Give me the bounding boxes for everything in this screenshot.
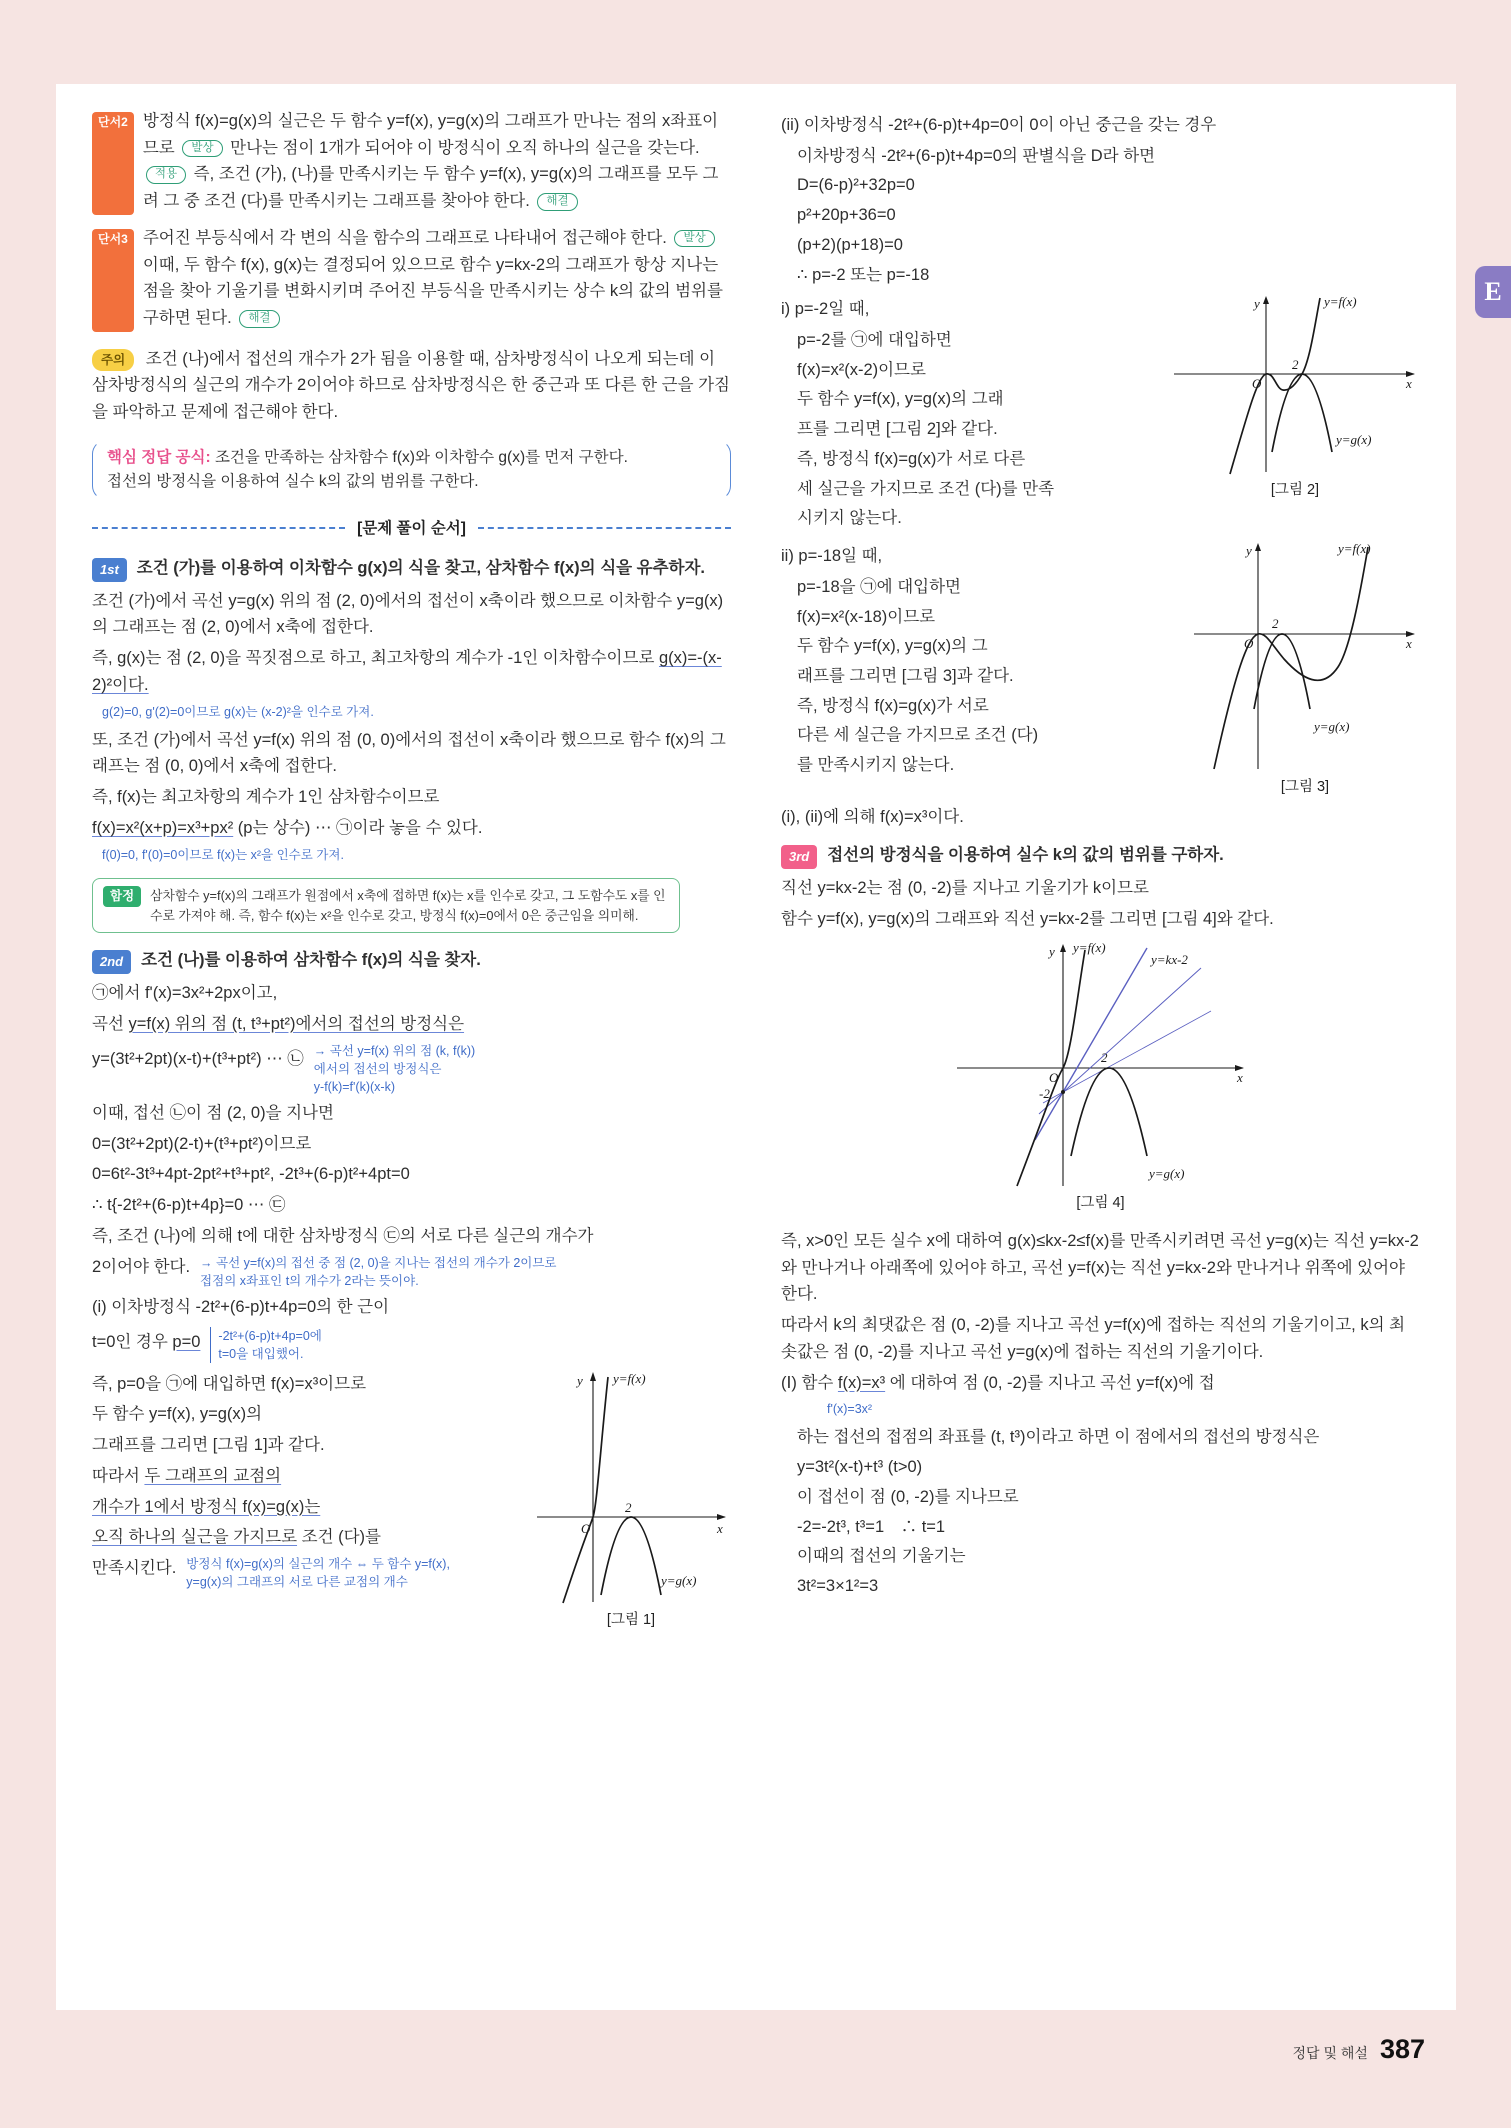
fig3-f-label: y=f(x) bbox=[1338, 541, 1371, 557]
sub-i-line6: 세 실근을 가지므로 조건 (다)를 만족 bbox=[797, 479, 1055, 498]
fig3-y-label: y bbox=[1246, 543, 1252, 559]
fig1-x-arrow bbox=[717, 1514, 726, 1520]
para-q1: ㉠에서 f'(x)=3x²+2px이고, bbox=[92, 984, 278, 1003]
para-q6: 0=6t²-3t³+4pt-2pt²+t³+pt², -2t³+(6-p)t²+4pt=0 bbox=[92, 1165, 410, 1184]
eq-discriminant: D=(6-p)²+32p=0 bbox=[797, 176, 915, 195]
para-q7: ∴ t{-2t²+(6-p)t+4p}=0 ⋯ ㉢ bbox=[92, 1196, 286, 1215]
clue2-text-1: 방정식 f(x)=g(x)의 실근은 두 함수 y=f(x), y=g(x)의 그래프가 만나는 점의 x좌표이므로 bbox=[142, 112, 719, 157]
fig1-g-curve bbox=[601, 1517, 661, 1595]
root-count-row bbox=[92, 1254, 731, 1290]
figure4-section bbox=[781, 940, 1420, 1215]
fig2-two-label: 2 bbox=[1292, 357, 1299, 373]
fig1-f-curve bbox=[563, 1377, 608, 1603]
fig4-x-label: x bbox=[1236, 1070, 1243, 1086]
caution-block bbox=[92, 346, 731, 426]
sub-i-line3: 두 함수 y=f(x), y=g(x)의 그래 bbox=[797, 390, 1004, 409]
content-sheet bbox=[56, 84, 1456, 2010]
fig4-g-label: y=g(x) bbox=[1148, 1166, 1184, 1182]
figure-1-graph bbox=[531, 1367, 731, 1607]
eq-factored: (p+2)(p+18)=0 bbox=[797, 235, 903, 254]
section-tab-letter: E bbox=[1484, 277, 1502, 306]
clue2-text-3: 즉, 조건 (가), (나)를 만족시키는 두 함수 y=f(x), y=g(x)의 그래프를 모두 그려 그 중 조건 (다)를 만족시키는 그래프를 찾아야 한다. bbox=[142, 165, 719, 211]
step2-heading bbox=[92, 947, 731, 974]
fig1-x-label: x bbox=[717, 1520, 723, 1536]
section-tab bbox=[1475, 266, 1511, 318]
figure-2-caption: [그림 2] bbox=[1270, 482, 1320, 499]
para-p1: 조건 (가)에서 곡선 y=g(x) 위의 점 (2, 0)에서의 접선이 x축이라 했으므로 이차함수 y=g(x)의 그래프는 점 (2, 0)에서 x축에 접한다. bbox=[92, 591, 724, 637]
fig4-y-arrow bbox=[1060, 944, 1066, 952]
para-r7: 만족시킨다. bbox=[92, 1559, 177, 1578]
fig1-origin-label: O bbox=[581, 1520, 591, 1536]
page-footer bbox=[1293, 2034, 1425, 2065]
clue3-text-1: 주어진 부등식에서 각 변의 식을 함수의 그래프로 나타내어 접근해야 한다. bbox=[142, 228, 667, 247]
step3-badge: 3rd bbox=[781, 845, 817, 869]
sub-ii-line7: 를 만족시키지 않는다. bbox=[797, 756, 955, 775]
annotation-tangent-count-1: → 곡선 y=f(x)의 접선 중 점 (2, 0)을 지나는 접선의 개수가 2이므로 bbox=[200, 1255, 557, 1270]
fig1-g-label: y=g(x) bbox=[661, 1572, 697, 1588]
para-w2: 하는 접선의 접점의 좌표를 (t, t³)이라고 하면 이 점에서의 접선의 방정식은 bbox=[797, 1428, 1320, 1447]
eq-quadratic: p²+20p+36=0 bbox=[797, 206, 896, 225]
fig4-point-0-neg2 bbox=[1061, 1090, 1065, 1094]
fig1-two-label: 2 bbox=[625, 1499, 632, 1515]
figure2-section bbox=[781, 292, 1420, 535]
para-p2-text: 즉, g(x)는 점 (2, 0)을 꼭짓점으로 하고, 최고차항의 계수가 -1인 이차함수이므로 bbox=[92, 649, 655, 668]
case-i-row bbox=[92, 1325, 731, 1363]
case-i-result: p=0 bbox=[172, 1332, 201, 1351]
para-w4: 이 접선이 점 (0, -2)를 지나므로 bbox=[797, 1487, 1019, 1506]
figure3-side-text bbox=[781, 539, 1180, 782]
figure1-section bbox=[92, 1367, 731, 1632]
case-ii-line2: 이차방정식 -2t²+(6-p)t+4p=0의 판별식을 D라 하면 bbox=[797, 146, 1156, 165]
tangent-eq-row bbox=[92, 1042, 731, 1096]
para-w6: 이때의 접선의 기울기는 bbox=[797, 1547, 966, 1566]
case-I-formula: f(x)=x³ bbox=[837, 1373, 886, 1392]
clue2-block bbox=[92, 108, 731, 215]
fig4-y-label: y bbox=[1048, 944, 1055, 960]
key-formula-line-1: 조건을 만족하는 삼차함수 f(x)와 이차함수 g(x)를 먼저 구한다. bbox=[214, 448, 628, 466]
sub-i-head: i) p=-2일 때, bbox=[781, 300, 870, 319]
case-I-pre: (Ⅰ) 함수 bbox=[781, 1373, 834, 1392]
annotation-tangent-formula bbox=[314, 1042, 475, 1096]
sub-i-line2: f(x)=x²(x-2)이므로 bbox=[797, 360, 926, 379]
para-r6-underlined: 오직 하나의 실근을 가지므로 bbox=[92, 1528, 298, 1547]
f-formula: f(x)=x²(x+p)=x³+px² bbox=[92, 818, 234, 837]
fig4-two-label: 2 bbox=[1100, 1050, 1107, 1066]
sub-ii-line1: p=-18을 ㉠에 대입하면 bbox=[797, 577, 961, 596]
case-i-cond: t=0인 경우 bbox=[92, 1332, 168, 1351]
sub-i-line4: 프를 그리면 [그림 2]와 같다. bbox=[797, 420, 998, 439]
figure-1 bbox=[531, 1367, 731, 1632]
fig1-f-label: y=f(x) bbox=[613, 1370, 646, 1386]
eq-tangent: y=3t²(x-t)+t³ (t>0) bbox=[797, 1458, 923, 1477]
para-q2-underlined: y=f(x) 위의 점 (t, t³+pt²)에서의 접선의 방정식은 bbox=[128, 1014, 465, 1033]
apply-pill: 적용 bbox=[146, 166, 186, 184]
case-I-line1 bbox=[781, 1370, 1420, 1397]
fig2-x-label: x bbox=[1406, 376, 1412, 392]
annotation-substitute-1: -2t²+(6-p)t+4p=0에 bbox=[218, 1328, 322, 1343]
fig2-y-label: y bbox=[1254, 296, 1260, 312]
fig2-y-arrow bbox=[1263, 296, 1269, 304]
trap-badge: 함정 bbox=[103, 886, 141, 907]
para-p2 bbox=[92, 645, 731, 698]
eq-slope: 3t²=3×1²=3 bbox=[797, 1576, 879, 1595]
clue3-badge: 단서3 bbox=[92, 229, 134, 332]
fig4-line-label: y=kx-2 bbox=[1150, 952, 1188, 968]
case-i-line1: (i) 이차방정식 -2t²+(6-p)t+4p=0의 한 근이 bbox=[92, 1297, 390, 1316]
figure-3-graph bbox=[1190, 539, 1420, 774]
para-q3: y=(3t²+2pt)(x-t)+(t³+pt²) ⋯ ㉡ bbox=[92, 1049, 304, 1068]
fig2-origin-label: O bbox=[1252, 376, 1262, 392]
fig4-origin-label: O bbox=[1048, 1070, 1058, 1086]
para-v2: 따라서 k의 최댓값은 점 (0, -2)를 지나고 곡선 y=f(x)에 접하는 직선의 기울기이고, k의 최솟값은 점 (0, -2)를 지나고 곡선 y=g(x)에 접하는 직선의 기울기이다. bbox=[781, 1316, 1406, 1361]
step2-title: 조건 (나)를 이용하여 삼차함수 f(x)의 식을 찾자. bbox=[141, 951, 481, 970]
para-q4: 이때, 접선 ㉡이 점 (2, 0)을 지나면 bbox=[92, 1103, 334, 1122]
key-formula-box bbox=[92, 440, 731, 500]
clue2-badge: 단서2 bbox=[92, 112, 134, 215]
annotation-intersection-1: 방정식 f(x)=g(x)의 실근의 개수 ⇔ 두 함수 y=f(x), bbox=[186, 1557, 450, 1572]
solve-order-label: [문제 풀이 순서] bbox=[357, 519, 466, 537]
annotation-tangent-line-3: y-f(k)=f'(k)(x-k) bbox=[313, 1079, 395, 1094]
figure2-side-text bbox=[781, 292, 1160, 535]
para-r3: 그래프를 그리면 [그림 1]과 같다. bbox=[92, 1436, 325, 1455]
para-p4: 즉, f(x)는 최고차항의 계수가 1인 삼차함수이므로 bbox=[92, 788, 440, 807]
para-u2: 함수 y=f(x), y=g(x)의 그래프와 직선 y=kx-2를 그리면 [그림 4]와 같다. bbox=[781, 909, 1274, 928]
sub-i-line7: 시키지 않는다. bbox=[797, 509, 902, 528]
para-r4-pre: 따라서 bbox=[92, 1466, 140, 1485]
key-formula-line-2: 접선의 방정식을 이용하여 실수 k의 값의 범위를 구한다. bbox=[107, 472, 479, 490]
sub-i-line5: 즉, 방정식 f(x)=g(x)가 서로 다른 bbox=[797, 449, 1026, 468]
key-formula-title: 핵심 정답 공식: bbox=[107, 448, 211, 466]
annotation-intersection bbox=[186, 1555, 450, 1591]
fig3-g-label: y=g(x) bbox=[1314, 719, 1350, 735]
case-I-post: 에 대하여 점 (0, -2)를 지나고 곡선 y=f(x)에 접 bbox=[889, 1373, 1215, 1392]
page-number: 387 bbox=[1379, 2034, 1425, 2064]
step1-title: 조건 (가)를 이용하여 이차함수 g(x)의 식을 찾고, 삼차함수 f(x)의 식을 유추하자. bbox=[136, 559, 705, 578]
eq-p-values: ∴ p=-2 또는 p=-18 bbox=[797, 265, 930, 284]
para-p5 bbox=[92, 815, 731, 842]
para-r6 bbox=[92, 1524, 521, 1551]
figure-2 bbox=[1170, 292, 1420, 502]
step3-heading bbox=[781, 842, 1420, 869]
fig3-g-curve bbox=[1254, 634, 1310, 709]
figure-3-caption: [그림 3] bbox=[1280, 779, 1330, 796]
step3-title: 접선의 방정식을 이용하여 실수 k의 값의 범위를 구하자. bbox=[827, 846, 1224, 865]
fig3-f-curve bbox=[1214, 547, 1368, 769]
eq-t-value: -2=-2t³, t³=1 ∴ t=1 bbox=[797, 1517, 946, 1536]
step1-heading bbox=[92, 555, 731, 582]
solve-pill: 해결 bbox=[537, 193, 577, 211]
case-ii-line1: (ii) 이차방정식 -2t²+(6-p)t+4p=0이 0이 아닌 중근을 갖는 경우 bbox=[781, 116, 1217, 134]
annotation-f-factor: f(0)=0, f'(0)=0이므로 f(x)는 x²을 인수로 가져. bbox=[102, 847, 344, 862]
idea-pill-2: 발상 bbox=[674, 230, 714, 248]
para-r4-underlined: 두 그래프의 교점의 bbox=[144, 1466, 282, 1485]
figure-2-graph bbox=[1170, 292, 1420, 477]
para-p3: 또, 조건 (가)에서 곡선 y=f(x) 위의 점 (0, 0)에서의 접선이 x축이라 했으므로 함수 f(x)의 그래프는 점 (0, 0)에서 x축에 접한다. bbox=[92, 730, 726, 776]
fig3-origin-label: O bbox=[1244, 636, 1254, 652]
para-r6-post: 조건 (다)를 bbox=[301, 1528, 381, 1547]
figure1-side-text bbox=[92, 1367, 521, 1592]
sub-ii-line5: 즉, 방정식 f(x)=g(x)가 서로 bbox=[797, 696, 989, 715]
para-u1: 직선 y=kx-2는 점 (0, -2)를 지나고 기울기가 k이므로 bbox=[781, 878, 1149, 897]
annotation-substitute bbox=[210, 1327, 321, 1363]
sub-ii-line3: 두 함수 y=f(x), y=g(x)의 그 bbox=[797, 637, 988, 656]
para-q2-pre: 곡선 bbox=[92, 1014, 124, 1033]
fig2-g-curve bbox=[1272, 374, 1332, 452]
para-q8-line2: 2이어야 한다. bbox=[92, 1257, 191, 1276]
figure-4-graph bbox=[951, 940, 1251, 1190]
annotation-derivative: f'(x)=3x² bbox=[827, 1402, 873, 1417]
figure-4-caption: [그림 4] bbox=[1076, 1195, 1125, 1212]
sub-ii-line6: 다른 세 실근을 가지므로 조건 (다) bbox=[797, 726, 1039, 745]
trap-box bbox=[92, 878, 680, 934]
figure-1-caption: [그림 1] bbox=[606, 1611, 656, 1628]
sub-i-line1: p=-2를 ㉠에 대입하면 bbox=[797, 331, 952, 350]
fig3-y-arrow bbox=[1255, 543, 1261, 551]
solve-order-divider bbox=[92, 516, 731, 541]
left-column bbox=[92, 108, 731, 1632]
para-r1: 즉, p=0을 ㉠에 대입하면 f(x)=x³이므로 bbox=[92, 1374, 367, 1393]
fig2-f-label: y=f(x) bbox=[1324, 294, 1357, 310]
annotation-tangent-line-2: 에서의 접선의 방정식은 bbox=[313, 1061, 442, 1076]
step1-badge: 1st bbox=[92, 558, 127, 582]
idea-pill: 발상 bbox=[182, 140, 222, 158]
clue3-block bbox=[92, 225, 731, 332]
footer-label: 정답 및 해설 bbox=[1292, 2045, 1368, 2061]
clue2-text-2: 만나는 점이 1개가 되어야 이 방정식이 오직 하나의 실근을 갖는다. bbox=[230, 138, 700, 157]
fig4-f-label: y=f(x) bbox=[1072, 940, 1106, 956]
annotation-substitute-2: t=0을 대입했어. bbox=[218, 1346, 304, 1361]
sub-ii-line2: f(x)=x²(x-18)이므로 bbox=[797, 607, 936, 626]
annotation-intersection-2: y=g(x)의 그래프의 서로 다른 교점의 개수 bbox=[186, 1575, 408, 1590]
figure-3 bbox=[1190, 539, 1420, 799]
para-q5: 0=(3t²+2pt)(2-t)+(t³+pt²)이므로 bbox=[92, 1134, 312, 1153]
para-q2 bbox=[92, 1011, 731, 1038]
fig1-y-arrow bbox=[590, 1372, 596, 1381]
annotation-tangent-count bbox=[200, 1254, 556, 1290]
conclusion-f: (i), (ii)에 의해 f(x)=x³이다. bbox=[781, 807, 964, 826]
sub-ii-line4: 래프를 그리면 [그림 3]과 같다. bbox=[797, 666, 1014, 685]
figure3-section bbox=[781, 539, 1420, 799]
figure-4 bbox=[951, 940, 1251, 1215]
annotation-tangent-line-1: → 곡선 y=f(x) 위의 점 (k, f(k)) bbox=[313, 1043, 476, 1058]
fig2-g-label: y=g(x) bbox=[1336, 432, 1372, 448]
fig4-k-line bbox=[1035, 948, 1147, 1140]
fig3-x-label: x bbox=[1406, 636, 1412, 652]
para-r4 bbox=[92, 1463, 521, 1490]
g-formula: g(x)=-(x-2)²이다. bbox=[92, 649, 722, 694]
fig1-y-label: y bbox=[577, 1372, 583, 1388]
fig2-f-curve bbox=[1230, 298, 1320, 474]
para-v1: 즉, x>0인 모든 실수 x에 대하여 g(x)≤kx-2≤f(x)를 만족시키려면 곡선 y=g(x)는 직선 y=kx-2와 만나거나 아래쪽에 있어야 하고, 곡선 y=f(x)는 직선 y=kx-2와 만나거나 위쪽에 있어야 한다. bbox=[781, 1231, 1419, 1304]
fig4-neg2-label: -2 bbox=[1038, 1086, 1050, 1102]
para-p5-text: (p는 상수) ⋯ ㉠이라 놓을 수 있다. bbox=[237, 818, 483, 837]
right-column bbox=[781, 108, 1420, 1632]
fig3-two-label: 2 bbox=[1272, 616, 1279, 632]
annotation-g-factor: g(2)=0, g'(2)=0이므로 g(x)는 (x-2)²을 인수로 가져. bbox=[102, 704, 374, 719]
trap-text: 삼차함수 y=f(x)의 그래프가 원점에서 x축에 접하면 f(x)는 x를 인수로 갖고, 그 도함수도 x를 인수로 가져야 해. 즉, 함수 f(x)는 x²을 인수로 갖고, 방정식 f(x)=0에서 0은 중근임을 의미해. bbox=[150, 887, 666, 923]
para-r7-row bbox=[92, 1555, 521, 1591]
annotation-tangent-count-2: 접점의 x좌표인 t의 개수가 2라는 뜻이야. bbox=[200, 1273, 419, 1288]
case-i-line2 bbox=[92, 1329, 200, 1356]
para-r2: 두 함수 y=f(x), y=g(x)의 bbox=[92, 1405, 263, 1424]
para-q8-line1: 즉, 조건 (나)에 의해 t에 대한 삼차방정식 ㉢의 서로 다른 실근의 개수가 bbox=[92, 1226, 594, 1245]
caution-text: 조건 (나)에서 접선의 개수가 2가 됨을 이용할 때, 삼차방정식이 나오게 되는데 이 삼차방정식의 실근의 개수가 2이어야 하므로 삼차방정식은 한 중근과 또 다른 한 근을 가짐을 파악하고 문제에 접근해야 한다. bbox=[92, 349, 730, 422]
sub-ii-head: ii) p=-18일 때, bbox=[781, 547, 883, 566]
step2-badge: 2nd bbox=[92, 950, 131, 974]
caution-badge: 주의 bbox=[92, 349, 134, 371]
solve-pill-2: 해결 bbox=[239, 310, 279, 328]
clue3-text-2: 이때, 두 함수 f(x), g(x)는 결정되어 있으므로 함수 y=kx-2의 그래프가 항상 지나는 점을 찾아 기울기를 변화시키며 주어진 부등식을 만족시키는 상수 k의 값의 범위를 구하면 된다. bbox=[142, 255, 723, 328]
para-r5: 개수가 1에서 방정식 f(x)=g(x)는 bbox=[92, 1497, 321, 1516]
